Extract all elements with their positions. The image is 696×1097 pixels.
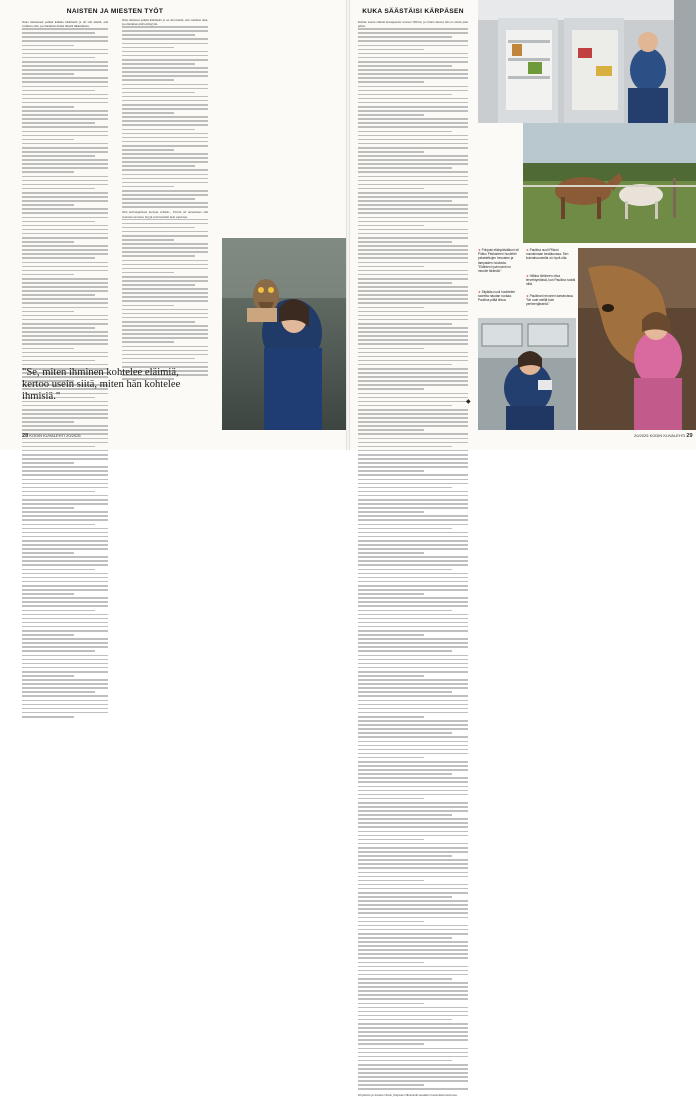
left-column-2: [122, 18, 208, 382]
caption-2-text: Pauliina nuoli Pilkuin nuuskimaan kesäkuussa. Sen kulmahuuneella on hyvä olla.: [526, 248, 569, 261]
horses-photo: [523, 123, 696, 243]
right-folio: [634, 433, 693, 439]
right-col-lead: Kuinka monta eläintä kuvaajamme seuraa? Hiirten ja rottien kanssa hän on töissä joka päivä.: [358, 20, 468, 29]
caption-5-arrow-icon: ➜: [526, 294, 529, 298]
right-page: [350, 0, 696, 1097]
caption-4-arrow-icon: ➜: [526, 274, 529, 278]
left-folio-label: KODIN KUVALEHTI 20/2025: [29, 433, 81, 438]
caption-1-text: Pohjoisi eläinpäiväkkuri eli Pirkko Pekkarinen huolehtii pelastettujen hevosten ja lampaiden hoidosta. "Eläinten hyvinvointi on minulle tärkeää.": [478, 248, 519, 274]
lab-photo: [478, 318, 576, 430]
left-folio: [22, 433, 81, 439]
star-end-icon: ◆: [466, 399, 471, 405]
section-title-right: KUKA SÄÄSTÄISI KÄRPÄSEN: [362, 8, 464, 15]
right-folio-label: 20/2025 KODIN KUVALEHTI: [634, 433, 686, 438]
pull-quote: "Se, miten ihminen kohtelee eläimiä, kertoo usein siitä, miten hän kohtelee ihmisiä.": [22, 367, 181, 403]
caption-2-arrow-icon: ➜: [526, 248, 529, 252]
body-text-right: [358, 28, 468, 1090]
right-column: [358, 6, 468, 1097]
caption-3-text: Siipikäs nuuli huuhtelee tuoretta naudan ruokaa. Pauliina pitää lintua.: [478, 290, 516, 303]
caption-5-text: Pauliinan hevonen karsinoissa. "Ne ovat meillä kuin perheenjäseniä.": [526, 294, 574, 307]
caption-1-arrow-icon: ➜: [478, 248, 481, 252]
left-page-number: 28: [22, 433, 29, 439]
right-col-italic: Kirjoitettu ja kuvattu Oulun yliopiston Hemminki-hankkeen luoteelaboratoriossa.: [358, 1092, 458, 1097]
caption-2: [526, 248, 576, 261]
owl-photo: [222, 238, 346, 430]
right-page-number: 29: [686, 433, 693, 439]
caption-4: [526, 274, 576, 287]
caption-3-arrow-icon: ➜: [478, 290, 481, 294]
col2-italic: Olin kotirumpettani karussa erittäin... Perinä oli ainoastaan olla vuorosta varsasta. Kyyjä saisi kesäisin kuin sopeutua.: [122, 210, 208, 219]
horse-woman-photo: [578, 248, 696, 430]
section-title-left: NAISTEN JA MIESTEN TYÖT: [66, 8, 164, 15]
body-text-col2: [122, 26, 208, 208]
caption-4-text: Hiiliina hiiriineen oliva tervehtymässä, kun Pauliina ruokki niitä.: [526, 274, 576, 287]
body-text-col2b: [122, 219, 208, 380]
col1-lead: Onna murmonen pelkää kaikkia käärmeitä ja oli sitä mieltä, että varmista olisi, jos mieluiten niiden lähellä liikkuminen.: [22, 20, 108, 29]
left-page: [0, 0, 346, 450]
left-column-1: [22, 6, 164, 720]
caption-3: [478, 290, 520, 303]
caption-5: [526, 294, 576, 307]
fridge-photo: [478, 0, 696, 123]
col2-lead: Oma muistoni pelkää käärmettä ja on sitä mieltä, että varmista olisi, jos mieluiten pitää etäisyyttä.: [122, 18, 208, 27]
caption-1: [478, 248, 520, 273]
